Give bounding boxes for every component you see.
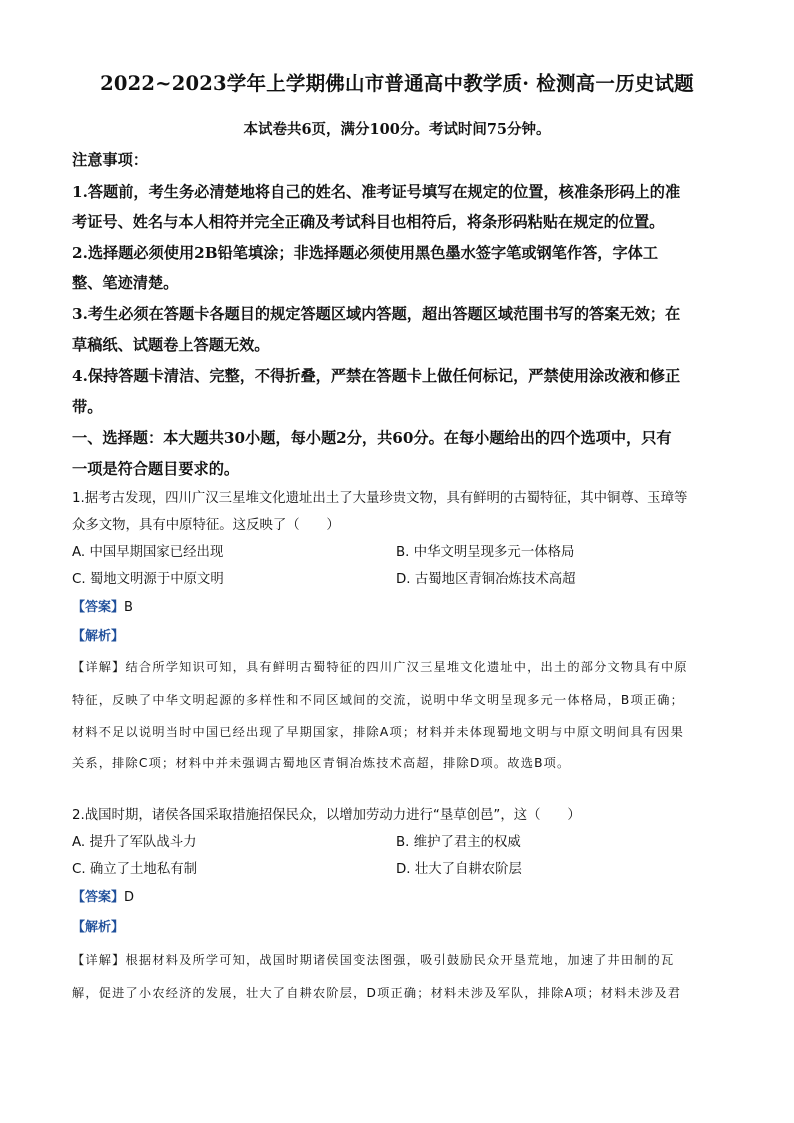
notes-heading: 注意事项： bbox=[72, 151, 148, 169]
answer-label: 【答案】 bbox=[72, 600, 125, 615]
section-heading-line: 一项是符合题目要求的。 bbox=[72, 460, 240, 478]
option-d: D. 古蜀地区青铜冶炼技术高超 bbox=[396, 572, 576, 587]
notes-line: 考证号、姓名与本人相符并完全正确及考试科目也相符后，将条形码粘贴在规定的位置。 bbox=[72, 213, 665, 231]
notes-line: 2.选择题必须使用2B铅笔填涂；非选择题必须使用黑色墨水签字笔或钢笔作答，字体工 bbox=[72, 244, 659, 262]
page-subtitle: 本试卷共6页，满分100分。考试时间75分钟。 bbox=[243, 121, 551, 138]
option-a: A. 提升了军队战斗力 bbox=[72, 835, 197, 850]
option-c: C. 蜀地文明源于中原文明 bbox=[72, 572, 224, 587]
section-heading-line: 一、选择题：本大题共30小题，每小题2分，共60分。在每小题给出的四个选项中，只有 bbox=[72, 429, 672, 447]
question-stem: 1.据考古发现，四川广汉三星堆文化遗址出土了大量珍贵文物，具有鲜明的古蜀特征，其中铜尊、玉璋等 bbox=[72, 491, 688, 506]
answer-line bbox=[72, 595, 133, 621]
notes-line: 3.考生必须在答题卡各题目的规定答题区域内答题，超出答题区域范围书写的答案无效；在 bbox=[72, 305, 681, 323]
notes-line: 带。 bbox=[72, 398, 103, 416]
explanation-line: 关系，排除C项；材料中并未强调古蜀地区青铜冶炼技术高超，排除D项。故选B项。 bbox=[72, 756, 571, 770]
answer-label: 【答案】 bbox=[72, 890, 125, 905]
question-stem: 众多文物，具有中原特征。这反映了（ ） bbox=[72, 518, 340, 533]
explanation-line: 【详解】结合所学知识可知，具有鲜明古蜀特征的四川广汉三星堆文化遗址中，出土的部分文物具有中原 bbox=[72, 660, 688, 674]
explanation-line: 特征，反映了中华文明起源的多样性和不同区域间的交流，说明中华文明呈现多元一体格局，B项正确； bbox=[72, 693, 684, 707]
explanation-line: 解，促进了小农经济的发展，壮大了自耕农阶层，D项正确；材料未涉及军队，排除A项；材料未涉及君 bbox=[72, 986, 682, 1000]
answer-value: D bbox=[124, 890, 135, 905]
answer-value: B bbox=[124, 600, 133, 615]
notes-line: 1.答题前，考生务必清楚地将自己的姓名、准考证号填写在规定的位置，核准条形码上的准 bbox=[72, 183, 681, 201]
option-d: D. 壮大了自耕农阶层 bbox=[396, 862, 522, 877]
option-b: B. 中华文明呈现多元一体格局 bbox=[396, 545, 575, 560]
analysis-line bbox=[72, 915, 124, 941]
explanation-line: 材料不足以说明当时中国已经出现了早期国家，排除A项；材料并未体现蜀地文明与中原文明间具有因果 bbox=[72, 725, 684, 739]
explanation-line: 【详解】根据材料及所学可知，战国时期诸侯国变法图强，吸引鼓励民众开垦荒地，加速了井田制的瓦 bbox=[72, 953, 675, 967]
option-c: C. 确立了土地私有制 bbox=[72, 862, 197, 877]
analysis-line bbox=[72, 624, 124, 650]
answer-line bbox=[72, 885, 134, 911]
question-stem: 2.战国时期，诸侯各国采取措施招保民众，以增加劳动力进行“垦草创邑”，这（ ） bbox=[72, 808, 581, 823]
notes-line: 4.保持答题卡清洁、完整，不得折叠，严禁在答题卡上做任何标记，严禁使用涂改液和修正 bbox=[72, 367, 681, 385]
page-title: 2022~2023学年上学期佛山市普通高中教学质· 检测高一历史试题 bbox=[100, 72, 694, 95]
option-a: A. 中国早期国家已经出现 bbox=[72, 545, 224, 560]
notes-line: 草稿纸、试题卷上答题无效。 bbox=[72, 336, 270, 354]
analysis-label: 【解析】 bbox=[72, 629, 125, 644]
option-b: B. 维护了君主的权威 bbox=[396, 835, 521, 850]
analysis-label: 【解析】 bbox=[72, 920, 125, 935]
notes-line: 整、笔迹清楚。 bbox=[72, 274, 179, 292]
